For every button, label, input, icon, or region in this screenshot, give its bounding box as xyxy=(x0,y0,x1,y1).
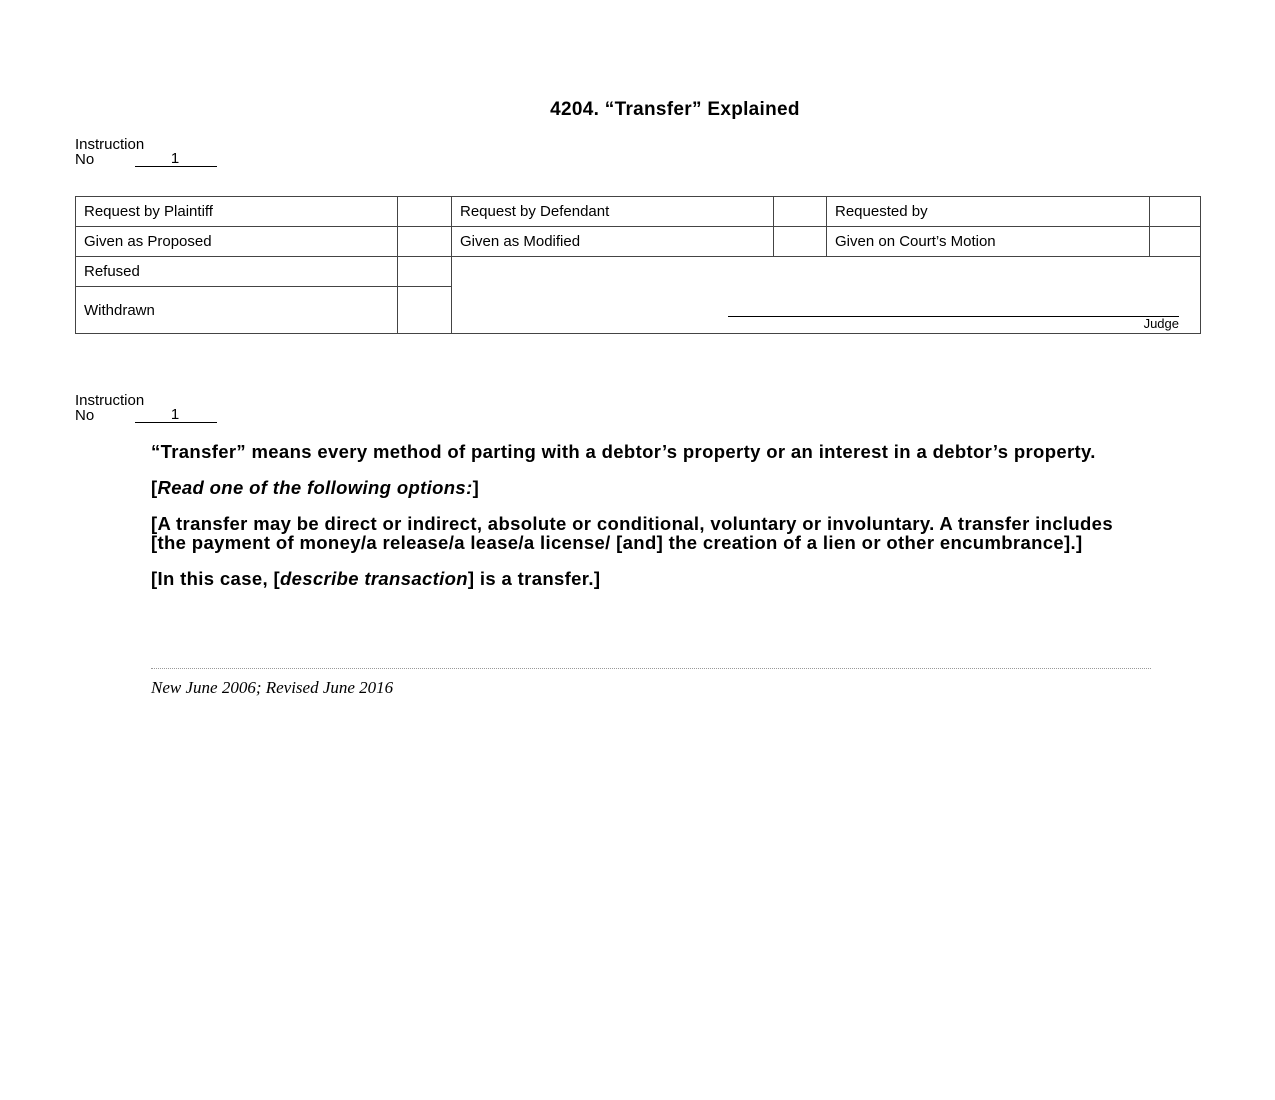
revision-history: New June 2006; Revised June 2016 xyxy=(151,678,394,697)
instruction-header-1 xyxy=(75,137,217,167)
body-paragraph-option-a: [A transfer may be direct or indirect, absolute or conditional, voluntary or involuntary. A transfer includes [the payment of money/a release/a lease/a license/ [and] the creation of a lien or other encumbrance].] xyxy=(151,513,1113,553)
given-as-modified-label: Given as Modified xyxy=(452,227,774,257)
instruction-no-label: No xyxy=(75,151,95,168)
instruction-label: Instruction xyxy=(75,136,145,153)
option-b-start: [In this case, [ xyxy=(151,568,280,589)
judge-label: Judge xyxy=(1143,316,1179,331)
request-table xyxy=(75,196,1201,334)
given-as-proposed-box[interactable] xyxy=(398,227,452,257)
refused-box[interactable] xyxy=(398,257,452,287)
option-b-end: ] is a transfer.] xyxy=(467,568,601,589)
request-by-defendant-label: Request by Defendant xyxy=(452,197,774,227)
options-note: Read one of the following options: xyxy=(157,477,473,498)
given-as-modified-box[interactable] xyxy=(774,227,827,257)
bracket-open: [ xyxy=(151,477,158,498)
instruction-no-label: No xyxy=(75,407,95,424)
body-paragraph-options xyxy=(151,478,1131,497)
instruction-header-2 xyxy=(75,393,217,423)
page-title: 4204. “Transfer” Explained xyxy=(550,99,800,120)
instruction-no-value: 1 xyxy=(135,152,217,167)
instruction-no-value: 1 xyxy=(135,408,217,423)
judge-signature-area[interactable] xyxy=(452,257,1201,334)
body-paragraph-option-b xyxy=(151,569,1131,588)
bracket-close: ] xyxy=(472,477,480,498)
refused-label: Refused xyxy=(76,257,398,287)
body-paragraph-definition: “Transfer” means every method of parting with a debtor’s property or an interest in a debtor’s property. xyxy=(151,441,1096,462)
requested-by-label: Requested by xyxy=(827,197,1150,227)
request-by-plaintiff-label: Request by Plaintiff xyxy=(76,197,398,227)
requested-by-box[interactable] xyxy=(1150,197,1201,227)
judge-signature-line xyxy=(728,316,1179,317)
instruction-label: Instruction xyxy=(75,392,145,409)
given-as-proposed-label: Given as Proposed xyxy=(76,227,398,257)
instruction-body xyxy=(151,442,1131,605)
withdrawn-box[interactable] xyxy=(398,287,452,334)
request-by-plaintiff-box[interactable] xyxy=(398,197,452,227)
withdrawn-label: Withdrawn xyxy=(76,287,398,334)
given-on-courts-motion-label: Given on Court’s Motion xyxy=(827,227,1150,257)
request-by-defendant-box[interactable] xyxy=(774,197,827,227)
describe-transaction-placeholder: describe transaction xyxy=(279,568,468,589)
given-on-courts-motion-box[interactable] xyxy=(1150,227,1201,257)
footer-divider xyxy=(151,668,1151,669)
